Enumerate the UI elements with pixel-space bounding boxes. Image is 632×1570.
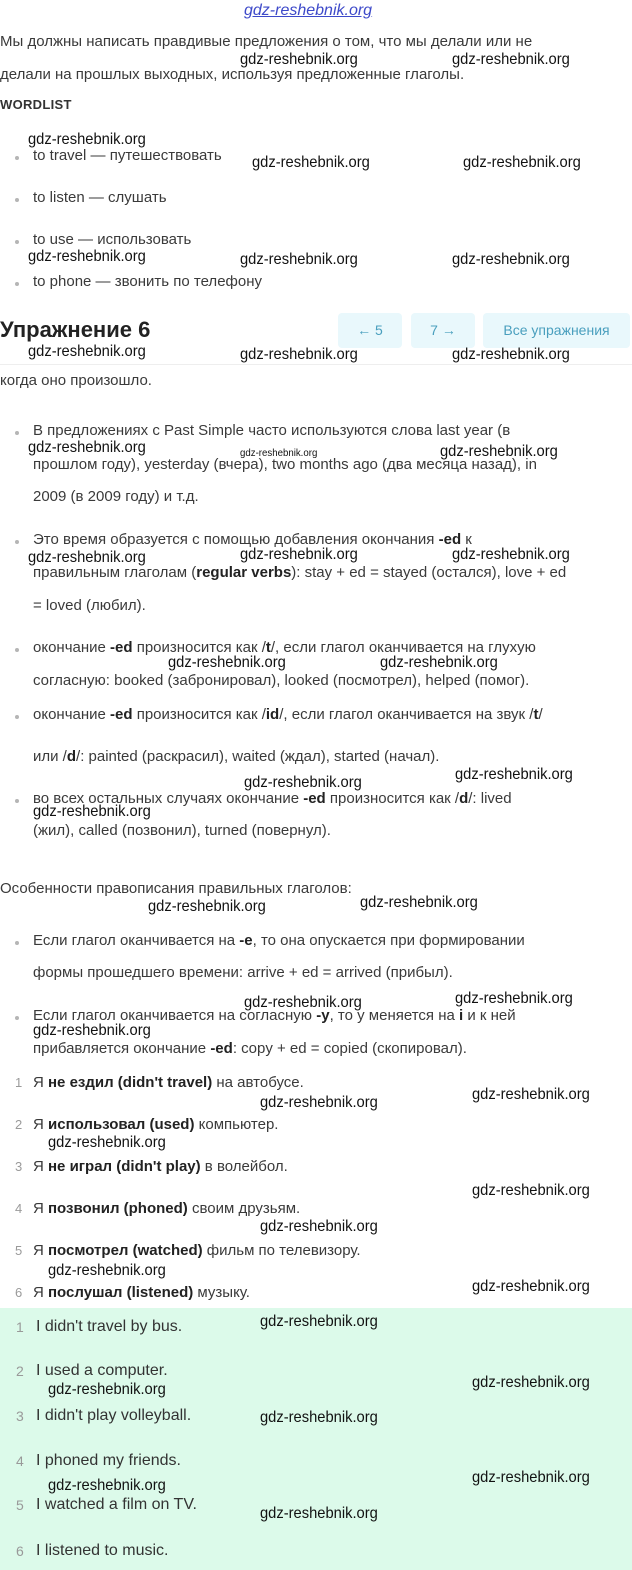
item-number: 3 bbox=[16, 1408, 24, 1424]
watermark-text: gdz-reshebnik.org bbox=[244, 994, 362, 1011]
text-segment: , то она опускается при формировании bbox=[252, 932, 525, 949]
text-segment: / bbox=[538, 706, 543, 723]
watermark-text: gdz-reshebnik.org bbox=[360, 894, 478, 911]
watermark-text: gdz-reshebnik.org bbox=[168, 654, 286, 671]
text-segment: Я bbox=[33, 1284, 48, 1301]
item-number: 2 bbox=[15, 1117, 23, 1132]
bold-text: -ed bbox=[210, 1040, 233, 1057]
text-segment: Я bbox=[33, 1158, 48, 1175]
bullet-icon bbox=[15, 799, 19, 803]
watermark-text: gdz-reshebnik.org bbox=[472, 1469, 590, 1486]
text-segment: во всех остальных случаях окончание bbox=[33, 790, 304, 807]
text-segment: Я bbox=[33, 1242, 48, 1259]
item-number: 3 bbox=[15, 1159, 23, 1174]
item-number: 5 bbox=[15, 1243, 23, 1258]
item-number: 2 bbox=[16, 1363, 24, 1379]
item-number: 4 bbox=[15, 1201, 23, 1216]
next-exercise-button[interactable]: 7 → bbox=[411, 313, 475, 348]
watermark-text: gdz-reshebnik.org bbox=[28, 248, 146, 265]
bullet-icon bbox=[15, 715, 19, 719]
watermark-text: gdz-reshebnik.org bbox=[240, 51, 358, 68]
watermark-text: gdz-reshebnik.org bbox=[260, 1505, 378, 1522]
text-segment: правильным глаголам ( bbox=[33, 564, 197, 581]
item-number: 1 bbox=[15, 1075, 23, 1090]
watermark-text: gdz-reshebnik.org bbox=[260, 1313, 378, 1330]
watermark-text: gdz-reshebnik.org bbox=[28, 343, 146, 360]
spelling-title: Особенности правописания правильных глаголов: bbox=[0, 880, 352, 897]
text-segment: 2009 (в 2009 году) и т.д. bbox=[33, 488, 199, 505]
bold-text: t bbox=[533, 706, 539, 723]
prev-exercise-button[interactable]: ← 5 bbox=[338, 313, 402, 348]
watermark-text: gdz-reshebnik.org bbox=[260, 1409, 378, 1426]
text-segment: согласную: booked (забронировал), looked (посмотрел), helped (помог). bbox=[33, 672, 530, 689]
item-number: 6 bbox=[16, 1543, 24, 1559]
answer-item: I used a computer. bbox=[36, 1362, 168, 1379]
text-segment: формы прошедшего времени: arrive + ed = arrived (прибыл). bbox=[33, 964, 453, 981]
all-exercises-button[interactable]: Все упражнения bbox=[483, 313, 630, 348]
watermark-text: gdz-reshebnik.org bbox=[244, 774, 362, 791]
wordlist-item: to travel — путешествовать bbox=[33, 147, 222, 164]
watermark-text: gdz-reshebnik.org bbox=[452, 346, 570, 363]
watermark-text: gdz-reshebnik.org bbox=[240, 546, 358, 563]
item-number: 1 bbox=[16, 1319, 24, 1335]
intro-line: делали на прошлых выходных, используя предложенные глаголы. bbox=[0, 66, 465, 83]
watermark-text: gdz-reshebnik.org bbox=[240, 251, 358, 268]
text-segment: своим друзьям. bbox=[187, 1200, 301, 1217]
watermark-text: gdz-reshebnik.org bbox=[472, 1086, 590, 1103]
watermark-text: gdz-reshebnik.org bbox=[452, 546, 570, 563]
bullet-icon bbox=[15, 198, 19, 202]
bold-text: id bbox=[265, 706, 280, 723]
bold-text: d bbox=[459, 790, 469, 807]
exercise-title: Упражнение 6 bbox=[0, 317, 151, 342]
watermark-text: gdz-reshebnik.org bbox=[452, 51, 570, 68]
watermark-text: gdz-reshebnik.org bbox=[28, 549, 146, 566]
bold-text: -ed bbox=[303, 790, 326, 807]
text-segment: в волейбол. bbox=[200, 1158, 288, 1175]
watermark-text: gdz-reshebnik.org bbox=[260, 1094, 378, 1111]
text-segment: /: lived bbox=[468, 790, 512, 807]
text-segment: музыку. bbox=[193, 1284, 250, 1301]
text-line bbox=[33, 821, 331, 841]
watermark-text: gdz-reshebnik.org bbox=[380, 654, 498, 671]
bullet-icon bbox=[15, 282, 19, 286]
bold-text: не играл (didn't play) bbox=[48, 1158, 201, 1175]
text-segment: окончание bbox=[33, 706, 111, 723]
watermark-text: gdz-reshebnik.org bbox=[33, 1022, 151, 1039]
wordlist-item: to phone — звонить по телефону bbox=[33, 273, 262, 290]
text-segment: /, если глагол оканчивается на глухую bbox=[270, 639, 536, 656]
bullet-icon bbox=[15, 431, 19, 435]
text-segment: (жил), called (позвонил), turned (повернул). bbox=[33, 822, 331, 839]
intro-line: Мы должны написать правдивые предложения о том, что мы делали или не bbox=[0, 33, 533, 50]
text-segment: на автобусе. bbox=[212, 1074, 304, 1091]
text-line bbox=[33, 705, 543, 725]
text-segment: произносится как / bbox=[132, 639, 266, 656]
watermark-text: gdz-reshebnik.org bbox=[252, 154, 370, 171]
bold-text: regular verbs bbox=[196, 564, 292, 581]
text-line bbox=[33, 671, 529, 691]
watermark-text: gdz-reshebnik.org bbox=[472, 1374, 590, 1391]
text-line bbox=[33, 487, 199, 507]
watermark-text: gdz-reshebnik.org bbox=[148, 898, 266, 915]
watermark-text: gdz-reshebnik.org bbox=[463, 154, 581, 171]
text-segment: фильм по телевизору. bbox=[202, 1242, 361, 1259]
bullet-icon bbox=[15, 540, 19, 544]
text-segment: к bbox=[461, 531, 472, 548]
answer-item: I didn't travel by bus. bbox=[36, 1318, 183, 1335]
text-segment: Если глагол оканчивается на bbox=[33, 932, 240, 949]
watermark-text: gdz-reshebnik.org bbox=[472, 1278, 590, 1295]
watermark-text: gdz-reshebnik.org bbox=[455, 990, 573, 1007]
text-segment: или / bbox=[33, 748, 67, 765]
watermark-text: gdz-reshebnik.org bbox=[33, 803, 151, 820]
bold-text: позвонил (phoned) bbox=[48, 1200, 188, 1217]
watermark-text: gdz-reshebnik.org bbox=[455, 766, 573, 783]
item-number: 4 bbox=[16, 1453, 24, 1469]
text-segment: ): stay + ed = stayed (остался), love + ed bbox=[291, 564, 567, 581]
item-number: 5 bbox=[16, 1497, 24, 1513]
item-number: 6 bbox=[15, 1285, 23, 1300]
watermark-text: gdz-reshebnik.org bbox=[260, 1218, 378, 1235]
bold-text: не ездил (didn't travel) bbox=[48, 1074, 213, 1091]
text-segment: /, если глагол оканчивается на звук / bbox=[279, 706, 534, 723]
text-line bbox=[33, 596, 146, 616]
watermark-text: gdz-reshebnik.org bbox=[48, 1262, 166, 1279]
theory-lead: когда оно произошло. bbox=[0, 372, 152, 389]
watermark-text: gdz-reshebnik.org bbox=[452, 251, 570, 268]
text-segment: окончание bbox=[33, 639, 111, 656]
text-segment: , то у меняется на bbox=[329, 1007, 459, 1024]
site-watermark-link[interactable]: gdz-reshebnik.org bbox=[244, 2, 373, 19]
answer-item: I phoned my friends. bbox=[36, 1452, 181, 1469]
watermark-text: gdz-reshebnik.org bbox=[48, 1134, 166, 1151]
text-segment: произносится как / bbox=[325, 790, 460, 807]
text-segment: Я bbox=[33, 1074, 48, 1091]
watermark-text: gdz-reshebnik.org bbox=[440, 443, 558, 460]
watermark-text: gdz-reshebnik.org bbox=[28, 439, 146, 456]
bullet-icon bbox=[15, 240, 19, 244]
bold-text: -ed bbox=[110, 639, 133, 656]
bold-text: использовал (used) bbox=[48, 1116, 195, 1133]
bold-text: посмотрел (watched) bbox=[48, 1242, 203, 1259]
bullet-icon bbox=[15, 941, 19, 945]
answer-item: I watched a film on TV. bbox=[36, 1496, 197, 1513]
watermark-text: gdz-reshebnik.org bbox=[240, 346, 358, 363]
text-segment: компьютер. bbox=[194, 1116, 279, 1133]
text-line bbox=[33, 963, 453, 983]
text-segment: = loved (любил). bbox=[33, 597, 146, 614]
text-line bbox=[33, 747, 439, 767]
text-segment: Если глагол оканчивается на согласную bbox=[33, 1007, 317, 1024]
bullet-icon bbox=[15, 648, 19, 652]
bold-text: d bbox=[66, 748, 77, 765]
text-line bbox=[33, 1039, 467, 1059]
wordlist-item: to listen — слушать bbox=[33, 189, 167, 206]
answer-panel bbox=[0, 1308, 632, 1570]
text-segment: В предложениях с Past Simple часто используются слова last year (в bbox=[33, 422, 511, 439]
bold-text: -e bbox=[239, 932, 253, 949]
answer-item: I didn't play volleyball. bbox=[36, 1407, 192, 1424]
text-segment: прибавляется окончание bbox=[33, 1040, 211, 1057]
text-segment: Я bbox=[33, 1200, 48, 1217]
text-segment: Это время образуется с помощью добавления окончания bbox=[33, 531, 439, 548]
bullet-icon bbox=[15, 1016, 19, 1020]
bold-text: послушал (listened) bbox=[48, 1284, 194, 1301]
watermark-text: gdz-reshebnik.org bbox=[48, 1477, 166, 1494]
bold-text: i bbox=[458, 1007, 464, 1024]
text-segment: : copy + ed = copied (скопировал). bbox=[232, 1040, 467, 1057]
answer-item: I listened to music. bbox=[36, 1542, 169, 1559]
text-line bbox=[33, 931, 525, 951]
translation-item bbox=[33, 1199, 300, 1219]
text-segment: Я bbox=[33, 1116, 48, 1133]
wordlist-item: to use — использовать bbox=[33, 231, 192, 248]
text-segment: прошлом году), yesterday (вчера), two months ago (два месяца назад), in bbox=[33, 456, 537, 473]
translation-item bbox=[33, 1115, 278, 1135]
translation-item bbox=[33, 1073, 304, 1093]
bold-text: t bbox=[265, 639, 271, 656]
text-segment: и к ней bbox=[463, 1007, 516, 1024]
text-segment: произносится как / bbox=[132, 706, 266, 723]
translation-item bbox=[33, 1283, 250, 1303]
watermark-text: gdz-reshebnik.org bbox=[472, 1182, 590, 1199]
translation-item bbox=[33, 1157, 288, 1177]
wordlist-title: WORDLIST bbox=[0, 97, 72, 112]
watermark-text: gdz-reshebnik.org bbox=[240, 447, 318, 459]
watermark-text: gdz-reshebnik.org bbox=[28, 131, 146, 148]
translation-item bbox=[33, 1241, 361, 1261]
bold-text: -ed bbox=[438, 531, 462, 548]
bullet-icon bbox=[15, 156, 19, 160]
bold-text: -ed bbox=[110, 706, 133, 723]
watermark-text: gdz-reshebnik.org bbox=[48, 1381, 166, 1398]
text-segment: /: painted (раскрасил), waited (ждал), started (начал). bbox=[76, 748, 440, 765]
bold-text: -y bbox=[316, 1007, 330, 1024]
